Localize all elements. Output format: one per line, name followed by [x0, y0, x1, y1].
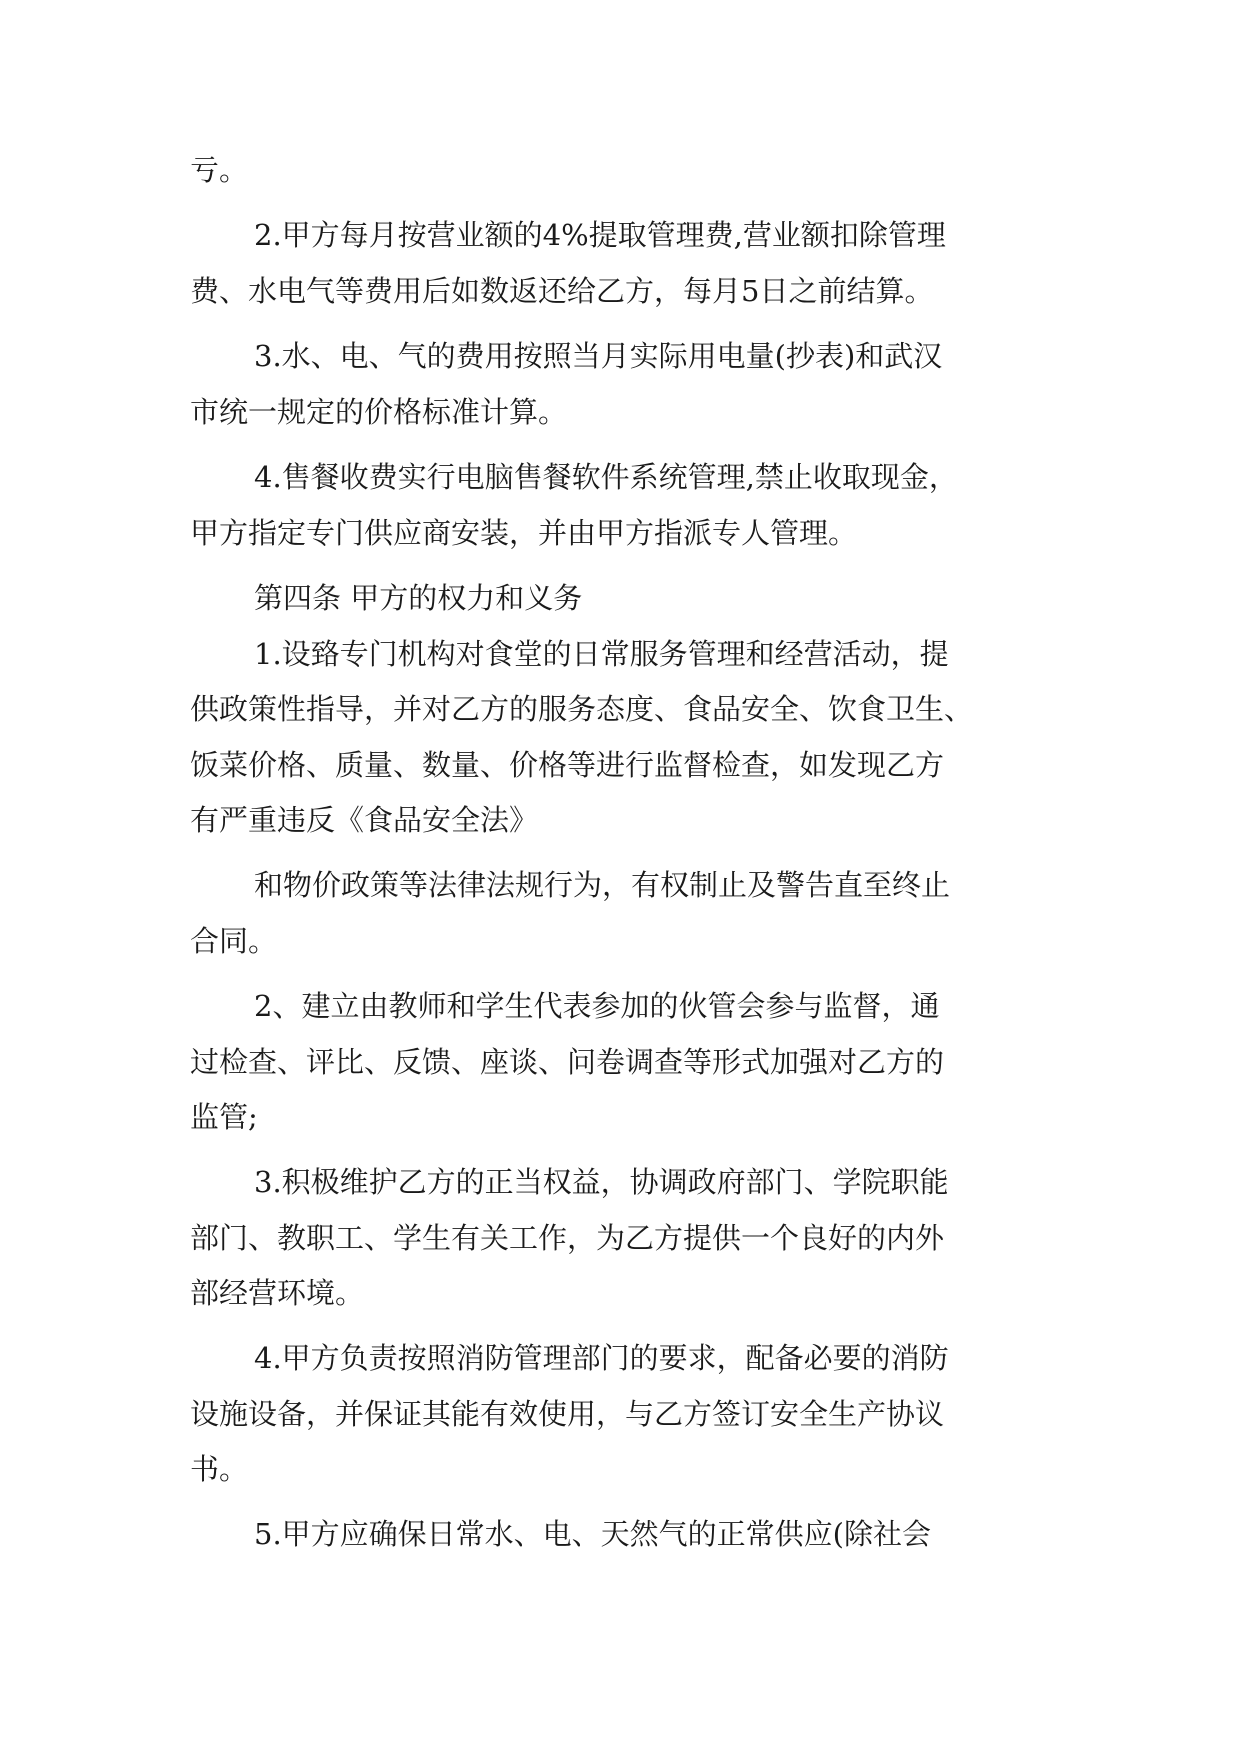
text-line: 费、水电气等费用后如数返还给乙方，每月5日之前结算。	[190, 274, 934, 308]
text-line: 供政策性指导，并对乙方的服务态度、食品安全、饮食卫生、	[190, 692, 974, 726]
text-line: 监管;	[190, 1100, 258, 1134]
text-line: 3.水、电、气的费用按照当月实际用电量(抄表)和武汉	[254, 339, 943, 373]
text-line: 部经营环境。	[190, 1276, 365, 1310]
text-line: 饭菜价格、质量、数量、价格等进行监督检查，如发现乙方	[190, 748, 945, 782]
section-heading: 第四条 甲方的权力和义务	[254, 581, 583, 615]
text-line: 甲方指定专门供应商安装，并由甲方指派专人管理。	[190, 516, 858, 550]
text-line: 2.甲方每月按营业额的4%提取管理费,营业额扣除管理	[254, 218, 946, 252]
text-line: 书。	[190, 1452, 249, 1486]
text-line: 亏。	[190, 153, 249, 187]
text-line: 4.售餐收费实行电脑售餐软件系统管理,禁止收取现金，	[254, 460, 958, 494]
text-line: 过检查、评比、反馈、座谈、问卷调查等形式加强对乙方的	[190, 1045, 945, 1079]
text-line: 部门、教职工、学生有关工作，为乙方提供一个良好的内外	[190, 1221, 945, 1255]
text-line: 1.设臵专门机构对食堂的日常服务管理和经营活动，提	[254, 637, 949, 671]
text-line: 4.甲方负责按照消防管理部门的要求，配备必要的消防	[254, 1341, 949, 1375]
text-line: 和物价政策等法律法规行为，有权制止及警告直至终止	[254, 868, 951, 902]
text-line: 3.积极维护乙方的正当权益，协调政府部门、学院职能	[254, 1165, 949, 1199]
text-line: 合同。	[190, 924, 278, 958]
text-line: 市统一规定的价格标准计算。	[190, 395, 568, 429]
text-line: 设施设备，并保证其能有效使用，与乙方签订安全生产协议	[190, 1397, 945, 1431]
text-line: 2、建立由教师和学生代表参加的伙管会参与监督，通	[254, 989, 940, 1023]
text-line: 5.甲方应确保日常水、电、天然气的正常供应(除社会	[254, 1517, 931, 1551]
text-line: 有严重违反《食品安全法》	[190, 803, 539, 837]
